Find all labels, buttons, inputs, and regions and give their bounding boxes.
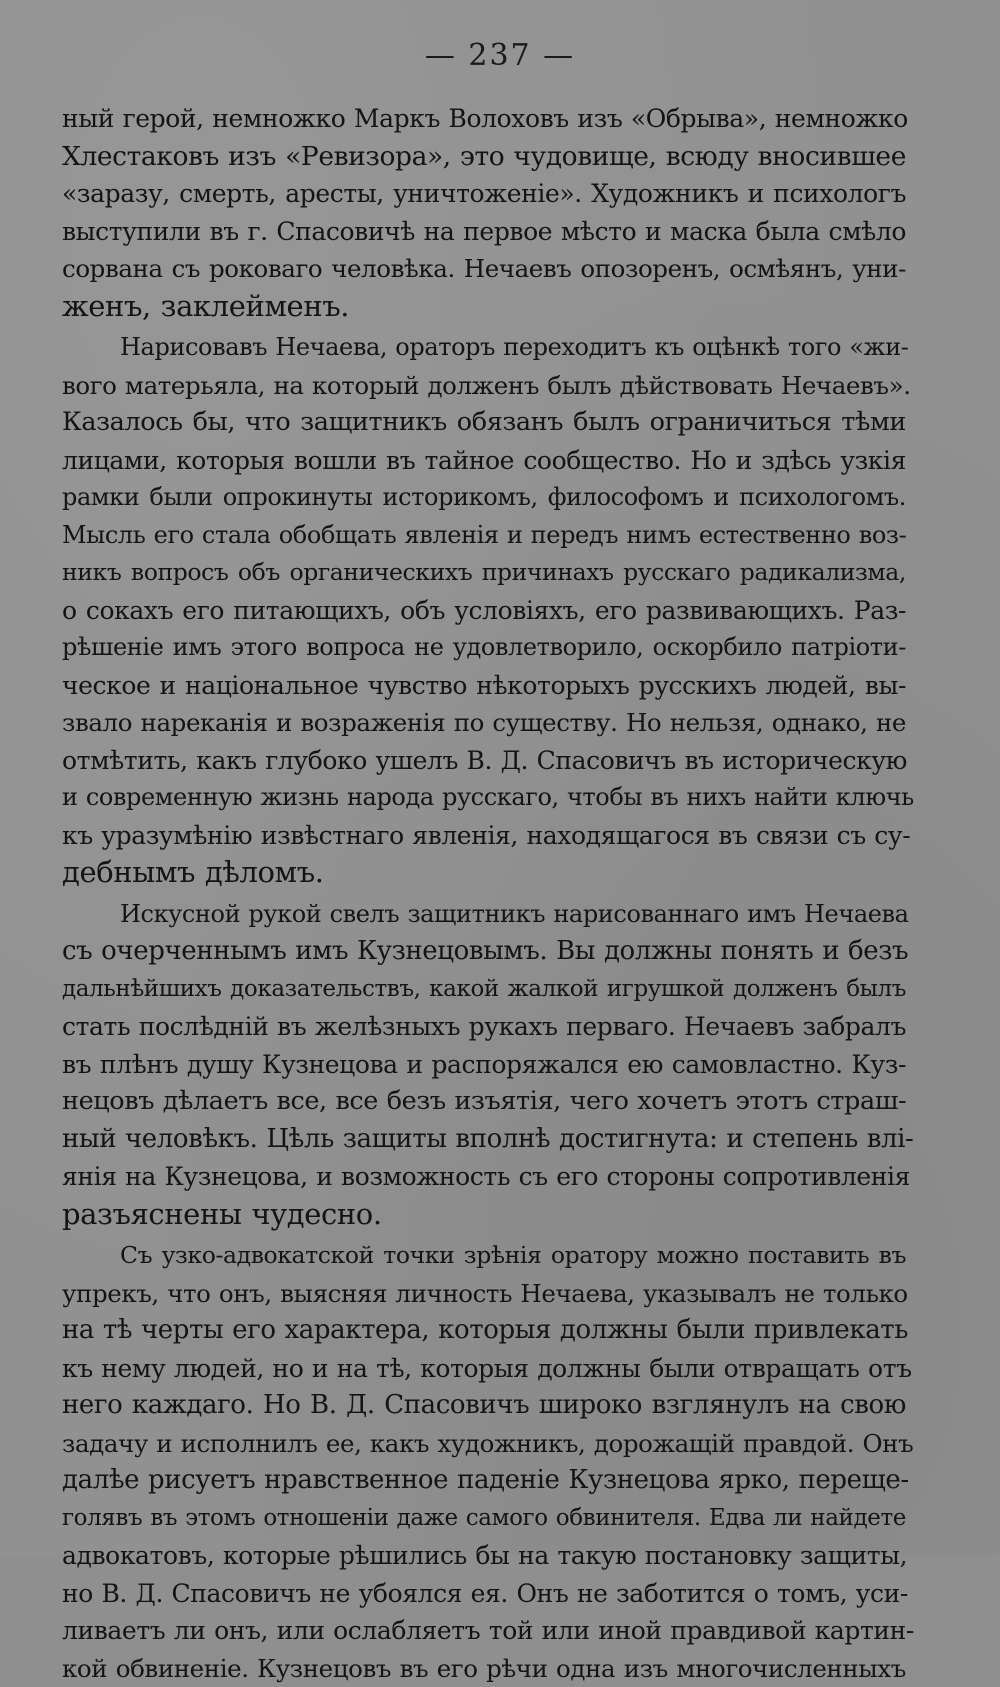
text-line: стать послѣдній въ желѣзныхъ рукахъ перваго. Нечаевъ забралъ (62, 1008, 906, 1046)
text-line: рамки были опрокинуты историкомъ, философомъ и психологомъ. (62, 479, 906, 517)
text-line: задачу и исполнилъ ее, какъ художникъ, дорожащій правдой. Онъ (62, 1425, 906, 1463)
text-line: дебнымъ дѣломъ. (62, 854, 906, 892)
text-line: къ нему людей, но и на тѣ, которыя должны были отвращать отъ (62, 1350, 906, 1388)
text-line: отмѣтить, какъ глубоко ушелъ В. Д. Спасовичъ въ историческую (62, 742, 906, 780)
text-line: Съ узко-адвокатской точки зрѣнія оратору можно поставить въ (62, 1237, 906, 1275)
text-line: Нарисовавъ Нечаева, ораторъ переходитъ къ оцѣнкѣ того «жи- (62, 329, 906, 367)
text-line: ческое и національное чувство нѣкоторыхъ русскихъ людей, вы- (62, 667, 906, 705)
page-body-text (62, 100, 906, 1687)
text-line: къ уразумѣнію извѣстнаго явленія, находящагося въ связи съ су- (62, 817, 906, 855)
text-line: женъ, заклейменъ. (62, 288, 906, 326)
text-line: далѣе рисуетъ нравственное паденіе Кузнецова ярко, перещe- (62, 1462, 906, 1500)
text-line: сорвана съ роковаго человѣка. Нечаевъ опозоренъ, осмѣянъ, уни- (62, 250, 906, 288)
text-line: ный человѣкъ. Цѣль защиты вполнѣ достигнута: и степень влі- (62, 1121, 906, 1159)
text-line: Мысль его стала обобщать явленія и передъ нимъ естественно воз- (62, 517, 906, 555)
text-line: выступили въ г. Спасовичѣ на первое мѣсто и маска была смѣло (62, 213, 906, 251)
text-line: звало нареканія и возраженія по существу. Но нельзя, однако, не (62, 704, 906, 742)
text-line: въ плѣнъ душу Кузнецова и распоряжался ею самовластно. Куз- (62, 1046, 906, 1084)
text-line: о сокахъ его питающихъ, объ условіяхъ, его развивающихъ. Раз- (62, 592, 906, 630)
paragraph (62, 329, 906, 892)
text-line: ный герой, немножко Маркъ Волоховъ изъ «Обрыва», немножко (62, 100, 906, 138)
text-line: рѣшеніе имъ этого вопроса не удовлетворило, оскорбило патріоти- (62, 629, 906, 667)
paragraph (62, 896, 906, 1234)
text-line: нецовъ дѣлаетъ все, все безъ изъятія, чего хочетъ этотъ страш- (62, 1083, 906, 1121)
text-line: на тѣ черты его характера, которыя должны были привлекать (62, 1312, 906, 1350)
text-line: голявъ въ этомъ отношеніи даже самого обвинителя. Едва ли найдете (62, 1500, 906, 1538)
text-line: упрекъ, что онъ, выясняя личность Нечаева, указывалъ не только (62, 1275, 906, 1313)
paragraph (62, 100, 906, 325)
paragraph (62, 1237, 906, 1687)
text-line: янія на Кузнецова, и возможность съ его стороны сопротивленія (62, 1158, 906, 1196)
text-line: разъяснены чудесно. (62, 1196, 906, 1234)
text-line: и современную жизнь народа русскаго, чтобы въ нихъ найти ключь (62, 779, 906, 817)
page-number: — 237 — (0, 38, 1000, 74)
text-line: дальнѣйшихъ доказательствъ, какой жалкой игрушкой долженъ былъ (62, 971, 906, 1009)
text-line: Искусной рукой свелъ защитникъ нарисованнаго имъ Нечаева (62, 896, 906, 934)
text-line: никъ вопросъ объ органическихъ причинахъ русскаго радикализма, (62, 554, 906, 592)
text-line: него каждаго. Но В. Д. Спасовичъ широко взглянулъ на свою (62, 1387, 906, 1425)
text-line: кой обвиненіе. Кузнецовъ въ его рѣчи одна изъ многочисленныхъ (62, 1650, 906, 1687)
text-line: Казалось бы, что защитникъ обязанъ былъ ограничиться тѣми (62, 404, 906, 442)
text-line: Хлестаковъ изъ «Ревизора», это чудовище, всюду вносившее (62, 138, 906, 176)
text-line: адвокатовъ, которые рѣшились бы на такую постановку защиты, (62, 1537, 906, 1575)
text-line: вого матерьяла, на который долженъ былъ дѣйствовать Нечаевъ». (62, 367, 906, 405)
text-line: лицами, которыя вошли въ тайное сообщество. Но и здѣсь узкія (62, 442, 906, 480)
text-line: но В. Д. Спасовичъ не убоялся ея. Онъ не заботится о томъ, уси- (62, 1575, 906, 1613)
text-line: съ очерченнымъ имъ Кузнецовымъ. Вы должны понять и безъ (62, 933, 906, 971)
text-line: «заразу, смерть, аресты, уничтоженіе». Художникъ и психологъ (62, 175, 906, 213)
text-line: ливаетъ ли онъ, или ослабляетъ той или иной правдивой картин- (62, 1612, 906, 1650)
